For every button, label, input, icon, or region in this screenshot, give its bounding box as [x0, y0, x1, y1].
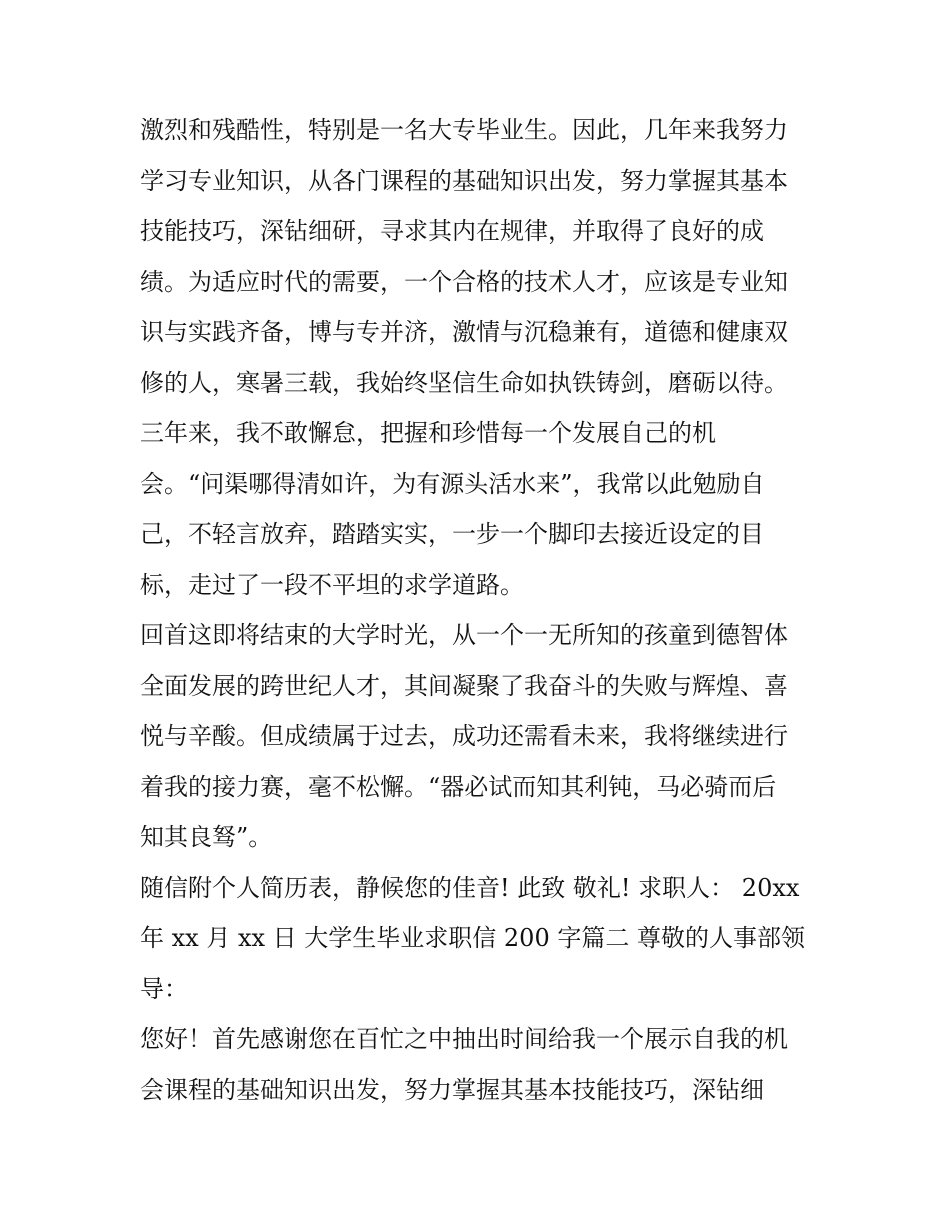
document-body — [140, 105, 820, 1115]
text-line-19: 您好！首先感谢您在百忙之中抽出时间给我一个展示自我的机 — [140, 1025, 788, 1053]
text-line-8: 会。“问渠哪得清如许，为有源头活水来”，我常以此勉励自 — [140, 469, 765, 498]
text-line-16: 随信附个人简历表，静候您的佳音! 此致 敬礼! 求职人： 20xx — [140, 873, 800, 902]
text-line-9: 己，不轻言放弃，踏踏实实，一步一个脚印去接近设定的目 — [140, 520, 764, 548]
text-line-17: 年 xx 月 xx 日 大学生毕业求职信 200 字篇二 尊敬的人事部领 — [140, 924, 805, 952]
text-line-1: 激烈和残酷性，特别是一名大专毕业生。因此，几年来我努力 — [140, 116, 788, 144]
text-line-14: 着我的接力赛，毫不松懈。“器必试而知其利钝，马必骑而后 — [140, 772, 777, 801]
text-line-6: 修的人，寒暑三载，我始终坚信生命如执铁铸剑，磨砺以待。 — [140, 368, 788, 397]
text-line-5: 识与实践齐备，博与专并济，激情与沉稳兼有，道德和健康双 — [140, 318, 788, 346]
text-line-10: 标，走过了一段不平坦的求学道路。 — [140, 570, 524, 599]
text-line-15: 知其良驽”。 — [140, 823, 273, 851]
text-line-4: 绩。为适应时代的需要，一个合格的技术人才，应该是专业知 — [140, 267, 788, 296]
text-line-13: 悦与辛酸。但成绩属于过去，成功还需看未来，我将继续进行 — [140, 722, 788, 750]
text-line-18: 导： — [140, 974, 188, 1003]
text-line-2: 学习专业知识，从各门课程的基础知识出发，努力掌握其基本 — [140, 166, 788, 195]
text-line-20: 会课程的基础知识出发，努力掌握其基本技能技巧，深钻细 — [140, 1075, 764, 1104]
text-line-12: 全面发展的跨世纪人才，其间凝聚了我奋斗的失败与辉煌、喜 — [140, 671, 788, 700]
text-line-11: 回首这即将结束的大学时光，从一个一无所知的孩童到德智体 — [140, 621, 788, 649]
text-line-3: 技能技巧，深钻细研，寻求其内在规律，并取得了良好的成 — [140, 217, 764, 245]
text-line-7: 三年来，我不敢懈怠，把握和珍惜每一个发展自己的机 — [140, 419, 716, 447]
